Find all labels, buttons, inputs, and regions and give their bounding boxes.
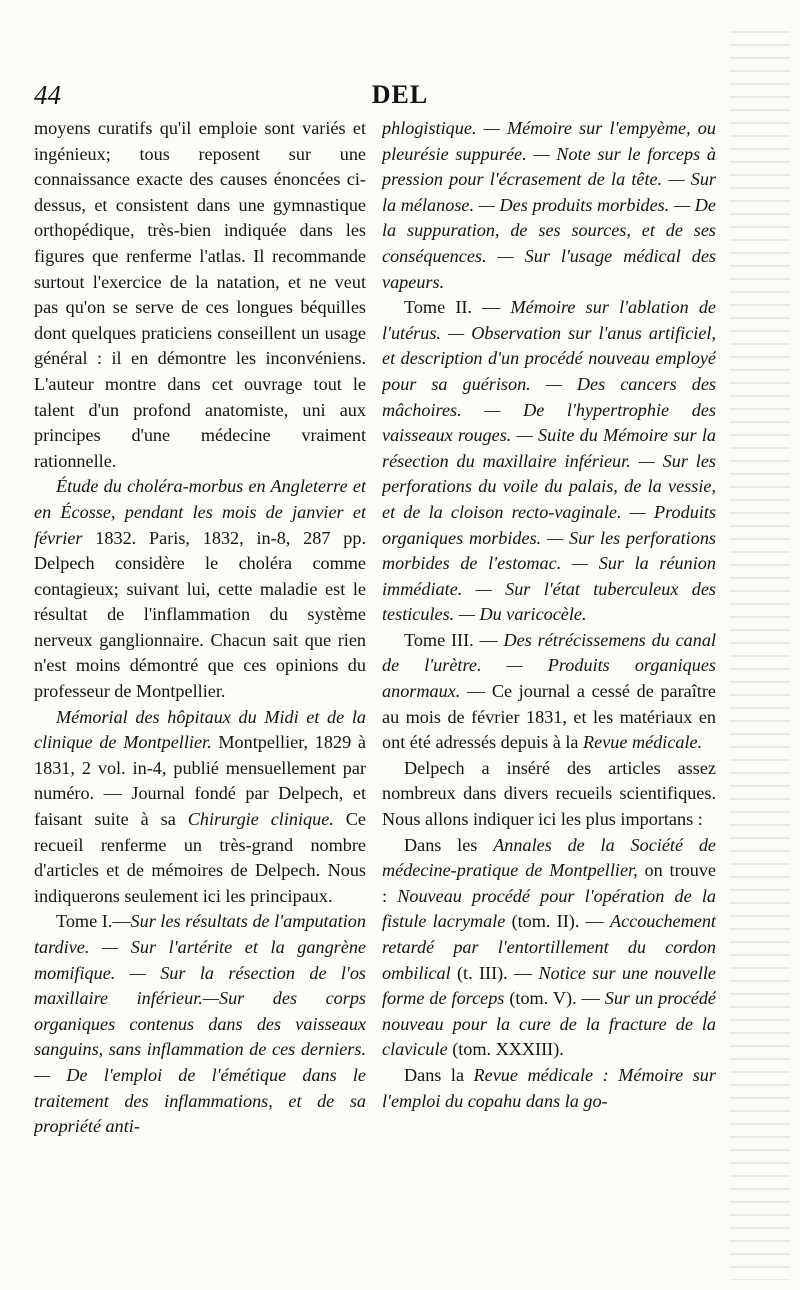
page-number: 44 [34, 80, 61, 110]
work-title-revue: Revue médicale. [583, 732, 703, 753]
p5-e: (tom. V). — [504, 988, 605, 1009]
p5-b: on trouve : [382, 860, 716, 906]
left-column [34, 116, 366, 1266]
right-paragraph-3 [382, 628, 716, 756]
tome-2-lead: Tome II. — [404, 297, 511, 318]
article-forceps: Notice sur une nouvelle forme de forceps [382, 962, 716, 1009]
article-clavicule: Sur un procédé nouveau pour la cure de la fracture de la clavicule [382, 988, 716, 1060]
work-title-annales: Annales de la Société de médecine-pratique de Montpellier, [382, 834, 716, 881]
running-head: DEL [371, 80, 429, 109]
tome-1-lead: Tome I.— [56, 911, 131, 932]
article-accouchement: Accouchement retardé par l'entortillement du cordon ombilical [382, 911, 716, 983]
work-title-revue-medicale: Revue médicale : Mémoire sur l'emploi du copahu dans la go- [382, 1064, 716, 1111]
p5-a: Dans les [404, 834, 494, 855]
left-paragraph-3 [34, 705, 366, 910]
p5-c: (tom. II). — [505, 911, 610, 932]
right-paragraph-2 [382, 295, 716, 628]
right-paragraph-6 [382, 1063, 716, 1114]
left-paragraph-4 [34, 909, 366, 1139]
right-paragraph-1: phlogistique. — Mémoire sur l'empyème, ou pleurésie suppurée. — Note sur le forceps à pression pour l'écrasement de la tête. — Sur la mélanose. — Des produits morbides. — De la suppuration, de ses sources, et de ses conséquences. — Sur l'usage médical des vapeurs. [382, 118, 716, 292]
p5-f: (tom. XXXIII). [447, 1039, 564, 1060]
p5-d: (t. III). — [450, 962, 539, 983]
left-paragraph-3-text-a: Montpellier, 1829 à 1831, 2 vol. in-4, publié mensuellement par numéro. — Journal fondé par Delpech, et faisant suite à sa [34, 732, 366, 830]
work-title-chirurgie: Chirurgie clinique. [187, 809, 334, 830]
left-paragraph-2 [34, 474, 366, 704]
tome-2-contents: Mémoire sur l'ablation de l'utérus. — Observation sur l'anus artificiel, et description d'un procédé nouveau employé pour sa guérison. — Des cancers des mâchoires. — De l'hypertrophie des vaisseaux rouges. — Suite du Mémoire sur la résection du maxillaire inférieur. — Sur les perforations du voile du palais, de la vessie, et de la cloison recto-vaginale. — Produits organiques morbides. — Sur les perforations morbides de l'estomac. — Sur la réunion immédiate. — Sur l'état tuberculeux des testicules. — Du varicocèle. [382, 297, 716, 625]
right-paragraph-3-text: — Ce journal a cessé de paraître au mois de février 1831, et les matériaux en ont été adressés depuis à la [382, 681, 716, 753]
left-paragraph-3-text-b: Ce recueil renferme un très-grand nombre d'articles et de mémoires de Delpech. Nous indiquerons seulement ici les principaux. [34, 809, 366, 906]
page-edge-shadow [730, 20, 790, 1280]
right-column [382, 116, 716, 1266]
tome-1-contents: Sur les résultats de l'amputation tardive. — Sur l'artérite et la gangrène momifique. — Sur la résection de l'os maxillaire inférieur.—Sur des corps organiques contenus dans des vaisseaux sanguins, sans inflammation de ces derniers. — De l'emploi de l'émétique dans le traitement des inflammations, et de sa propriété anti- [34, 911, 366, 1137]
right-paragraph-5 [382, 833, 716, 1063]
tome-3-lead: Tome III. — [404, 629, 504, 650]
work-title-cholera: Étude du choléra-morbus en Angleterre et en Écosse, pendant les mois de janvier et février [34, 476, 366, 548]
left-paragraph-2-text: 1832. Paris, 1832, in-8, 287 pp. Delpech considère le choléra comme contagieux; suivant lui, cette maladie est le résultat de l'inflammation du système nerveux ganglionnaire. Chacun sait que rien n'est moins démontré que ces opinions du professeur de Montpellier. [34, 527, 366, 702]
article-fistule: Nouveau procédé pour l'opération de la fistule lacrymale [382, 885, 716, 932]
tome-3-contents: Des rétrécissemens du canal de l'urètre. — Produits organiques anormaux. [382, 629, 716, 702]
left-paragraph-1: moyens curatifs qu'il emploie sont variés et ingénieux; tous reposent sur une connaissance exacte des causes énoncées ci-dessus, et consistent dans une gymnastique orthopédique, très-bien indiquée dans les figures que renferme l'atlas. Il recommande surtout l'exercice de la natation, et ne veut pas qu'on se serve de ces longues béquilles dont quelques praticiens conseillent un usage général : il en démontre les inconvéniens. L'auteur montre dans cet ouvrage tout le talent d'un profond anatomiste, uni aux principes d'une médecine vraiment rationnelle. [34, 118, 366, 471]
right-paragraph-4: Delpech a inséré des articles assez nombreux dans divers recueils scientifiques. Nous allons indiquer ici les plus importans : [382, 757, 716, 830]
work-title-memorial: Mémorial des hôpitaux du Midi et de la clinique de Montpellier. [34, 706, 366, 753]
p6-a: Dans la [404, 1064, 474, 1085]
